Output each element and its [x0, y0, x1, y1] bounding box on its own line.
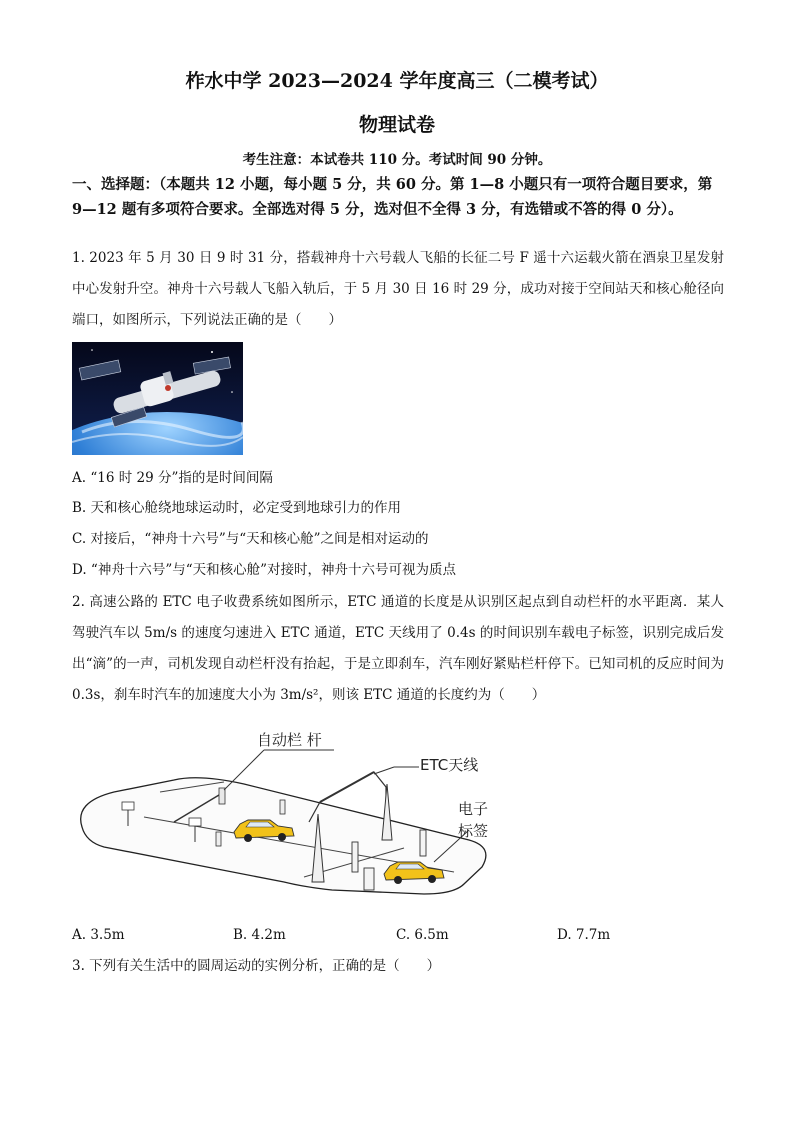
space-station-docking-photo [72, 342, 243, 455]
antenna-label: ETC天线 [420, 756, 479, 774]
question-1-stem: 1. 2023 年 5 月 30 日 9 时 31 分，搭载神舟十六号载人飞船的长征二号 F 遥十六运载火箭在酒泉卫星发射中心发射升空。神舟十六号载人飞船入轨后，于 5 月 30 日 16 时 29 分，成功对接于空间站天和核心舱径向端口，如图所示，下列说法正确的是（ ） [72, 250, 724, 328]
tag-label-line1: 电子 [458, 800, 489, 818]
question-2-stem: 2. 高速公路的 ETC 电子收费系统如图所示，ETC 通道的长度是从识别区起点到自动栏杆的水平距离．某人驾驶汽车以 5m/s 的速度匀速进入 ETC 通道，ETC 天线用了 0.4s 的时间识别车载电子标签，识别完成后发出“滴”的一声，司机发现自动栏杆没有抬起，于是立即刹车，汽车刚好紧贴栏杆停下。已知司机的反应时间为 0.3s，刹车时汽车的加速度大小为 3m/s²，则该 ETC 通道的长度约为（ ） [72, 594, 724, 703]
question-1-option-b: B. 天和核心舱绕地球运动时，必定受到地球引力的作用 [72, 500, 402, 516]
exam-subtitle: 物理试卷 [358, 114, 435, 136]
exam-notice: 考生注意：本试卷共 110 分。考试时间 90 分钟。 [242, 152, 552, 168]
etc-lane-diagram [74, 722, 506, 916]
barrier-label: 自动栏 杆 [257, 731, 322, 749]
section-heading: 一、选择题：（本题共 12 小题，每小题 5 分，共 60 分。第 1—8 小题只有一项符合题目要求，第 9—12 题有多项符合要求。全部选对得 5 分，选对但不全得 3 分，有选错或不答的得 0 分）。 [72, 176, 713, 218]
question-2-option-c: C. 6.5m [396, 927, 449, 943]
question-1-option-a: A. “16 时 29 分”指的是时间间隔 [72, 470, 273, 486]
tag-label-line2: 标签 [458, 822, 489, 840]
exam-title: 柞水中学 2023—2024 学年度高三（二模考试） [185, 70, 609, 92]
question-3-stem: 3. 下列有关生活中的圆周运动的实例分析，正确的是（ ） [72, 958, 441, 974]
question-2-option-d: D. 7.7m [557, 927, 611, 943]
question-2-option-b: B. 4.2m [233, 927, 286, 943]
question-1-option-c: C. 对接后，“神舟十六号”与“天和核心舱”之间是相对运动的 [72, 531, 429, 547]
question-2-option-a: A. 3.5m [72, 927, 125, 943]
question-1-option-d: D. “神舟十六号”与“天和核心舱”对接时，神舟十六号可视为质点 [72, 562, 457, 578]
